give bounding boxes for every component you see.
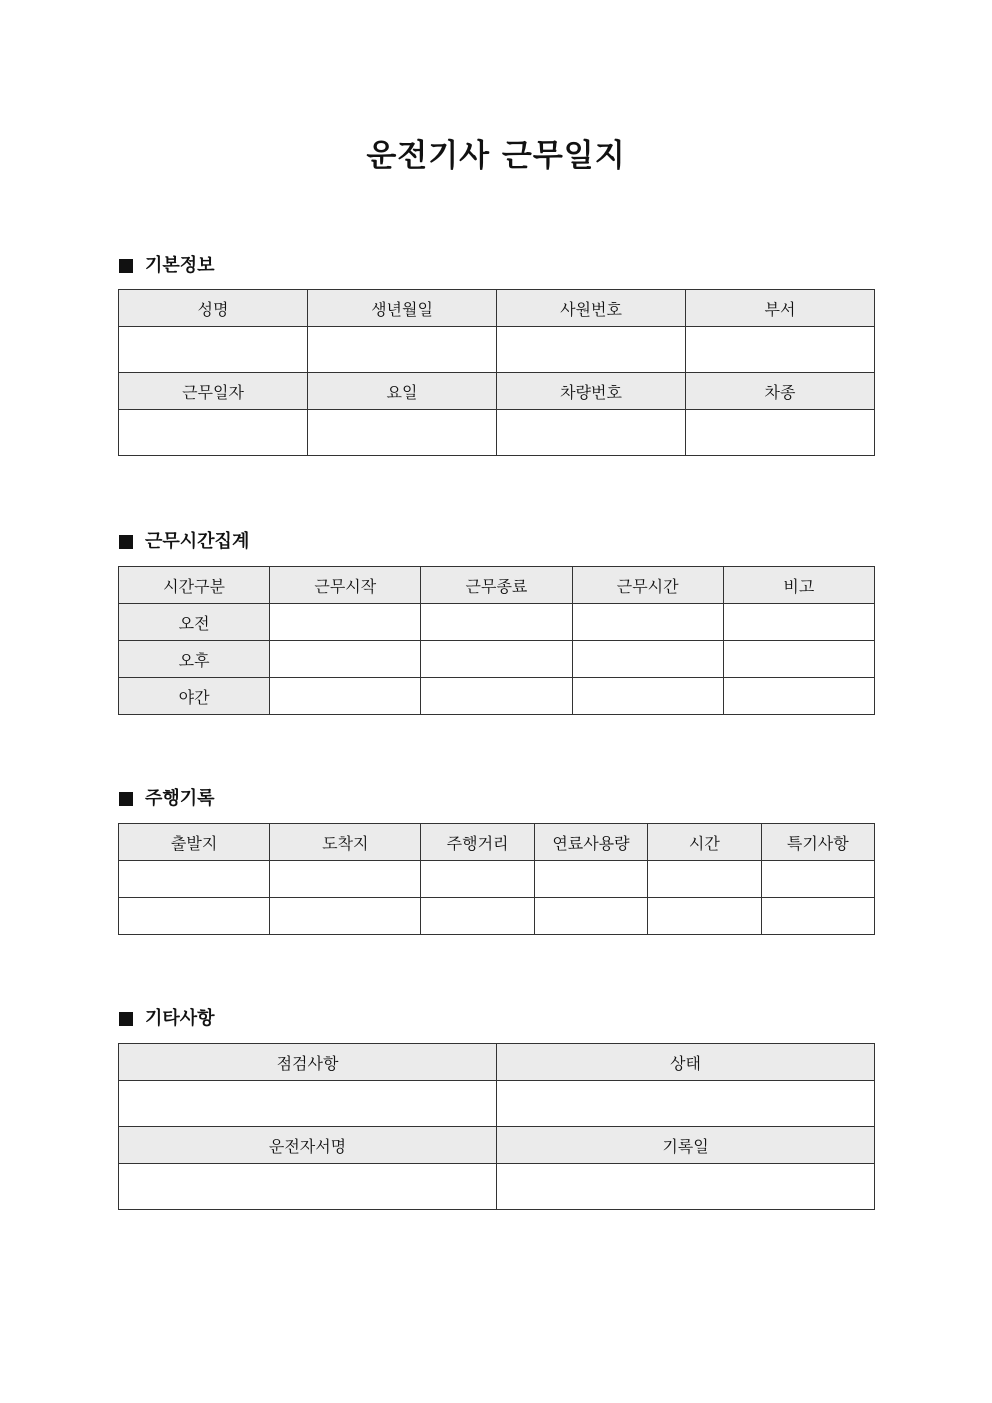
header-work-end: 근무종료 bbox=[421, 567, 572, 604]
header-vehicle-number: 차량번호 bbox=[497, 373, 686, 410]
work-start-field[interactable] bbox=[270, 604, 421, 641]
section-title: 주행기록 bbox=[145, 788, 215, 809]
work-end-field[interactable] bbox=[421, 604, 572, 641]
header-departure: 출발지 bbox=[119, 824, 270, 861]
header-day-of-week: 요일 bbox=[308, 373, 497, 410]
table-row bbox=[119, 1164, 875, 1210]
square-bullet-icon bbox=[119, 792, 133, 806]
table-header-row bbox=[119, 290, 875, 327]
table-header-row bbox=[119, 1127, 875, 1164]
destination-field[interactable] bbox=[270, 861, 421, 898]
section-title: 기타사항 bbox=[145, 1008, 215, 1029]
table-row bbox=[119, 861, 875, 898]
employee-number-field[interactable] bbox=[497, 327, 686, 373]
work-hours-table bbox=[118, 566, 875, 715]
header-time: 시간 bbox=[648, 824, 761, 861]
table-row bbox=[119, 641, 875, 678]
special-notes-field[interactable] bbox=[761, 861, 874, 898]
table-row bbox=[119, 678, 875, 715]
section-title: 근무시간집계 bbox=[145, 531, 250, 552]
header-distance: 주행거리 bbox=[421, 824, 534, 861]
name-field[interactable] bbox=[119, 327, 308, 373]
work-duration-field[interactable] bbox=[572, 678, 723, 715]
section-heading-basic-info bbox=[119, 255, 215, 277]
work-duration-field[interactable] bbox=[572, 641, 723, 678]
table-row bbox=[119, 604, 875, 641]
section-heading-work-hours bbox=[119, 531, 249, 553]
status-field[interactable] bbox=[497, 1081, 875, 1127]
square-bullet-icon bbox=[119, 1012, 133, 1026]
special-notes-field[interactable] bbox=[761, 898, 874, 935]
header-vehicle-type: 차종 bbox=[686, 373, 875, 410]
table-header-row bbox=[119, 1044, 875, 1081]
departure-field[interactable] bbox=[119, 898, 270, 935]
table-header-row bbox=[119, 567, 875, 604]
row-label-afternoon: 오후 bbox=[119, 641, 270, 678]
header-inspection-items: 점검사항 bbox=[119, 1044, 497, 1081]
header-special-notes: 특기사항 bbox=[761, 824, 874, 861]
departure-field[interactable] bbox=[119, 861, 270, 898]
record-date-field[interactable] bbox=[497, 1164, 875, 1210]
other-items-table bbox=[118, 1043, 875, 1210]
work-end-field[interactable] bbox=[421, 641, 572, 678]
destination-field[interactable] bbox=[270, 898, 421, 935]
header-remarks: 비고 bbox=[723, 567, 874, 604]
remarks-field[interactable] bbox=[723, 678, 874, 715]
department-field[interactable] bbox=[686, 327, 875, 373]
header-driver-signature: 운전자서명 bbox=[119, 1127, 497, 1164]
section-heading-driving-record bbox=[119, 788, 215, 810]
header-record-date: 기록일 bbox=[497, 1127, 875, 1164]
driving-record-table bbox=[118, 823, 875, 935]
header-work-duration: 근무시간 bbox=[572, 567, 723, 604]
day-of-week-field[interactable] bbox=[308, 410, 497, 456]
table-row bbox=[119, 327, 875, 373]
header-birthdate: 생년월일 bbox=[308, 290, 497, 327]
row-label-night: 야간 bbox=[119, 678, 270, 715]
square-bullet-icon bbox=[119, 259, 133, 273]
header-work-start: 근무시작 bbox=[270, 567, 421, 604]
document-title: 운전기사 근무일지 bbox=[366, 138, 626, 174]
header-status: 상태 bbox=[497, 1044, 875, 1081]
vehicle-type-field[interactable] bbox=[686, 410, 875, 456]
header-name: 성명 bbox=[119, 290, 308, 327]
section-title: 기본정보 bbox=[145, 255, 215, 276]
driver-signature-field[interactable] bbox=[119, 1164, 497, 1210]
remarks-field[interactable] bbox=[723, 604, 874, 641]
inspection-items-field[interactable] bbox=[119, 1081, 497, 1127]
header-department: 부서 bbox=[686, 290, 875, 327]
header-destination: 도착지 bbox=[270, 824, 421, 861]
square-bullet-icon bbox=[119, 535, 133, 549]
table-header-row bbox=[119, 824, 875, 861]
row-label-morning: 오전 bbox=[119, 604, 270, 641]
table-row bbox=[119, 898, 875, 935]
birthdate-field[interactable] bbox=[308, 327, 497, 373]
time-field[interactable] bbox=[648, 898, 761, 935]
work-date-field[interactable] bbox=[119, 410, 308, 456]
fuel-usage-field[interactable] bbox=[534, 898, 647, 935]
work-start-field[interactable] bbox=[270, 678, 421, 715]
basic-info-table bbox=[118, 289, 875, 456]
header-time-category: 시간구분 bbox=[119, 567, 270, 604]
table-header-row bbox=[119, 373, 875, 410]
vehicle-number-field[interactable] bbox=[497, 410, 686, 456]
header-employee-number: 사원번호 bbox=[497, 290, 686, 327]
distance-field[interactable] bbox=[421, 861, 534, 898]
time-field[interactable] bbox=[648, 861, 761, 898]
work-end-field[interactable] bbox=[421, 678, 572, 715]
work-duration-field[interactable] bbox=[572, 604, 723, 641]
header-fuel-usage: 연료사용량 bbox=[534, 824, 647, 861]
work-start-field[interactable] bbox=[270, 641, 421, 678]
fuel-usage-field[interactable] bbox=[534, 861, 647, 898]
table-row bbox=[119, 410, 875, 456]
table-row bbox=[119, 1081, 875, 1127]
header-work-date: 근무일자 bbox=[119, 373, 308, 410]
distance-field[interactable] bbox=[421, 898, 534, 935]
section-heading-other bbox=[119, 1008, 215, 1030]
remarks-field[interactable] bbox=[723, 641, 874, 678]
